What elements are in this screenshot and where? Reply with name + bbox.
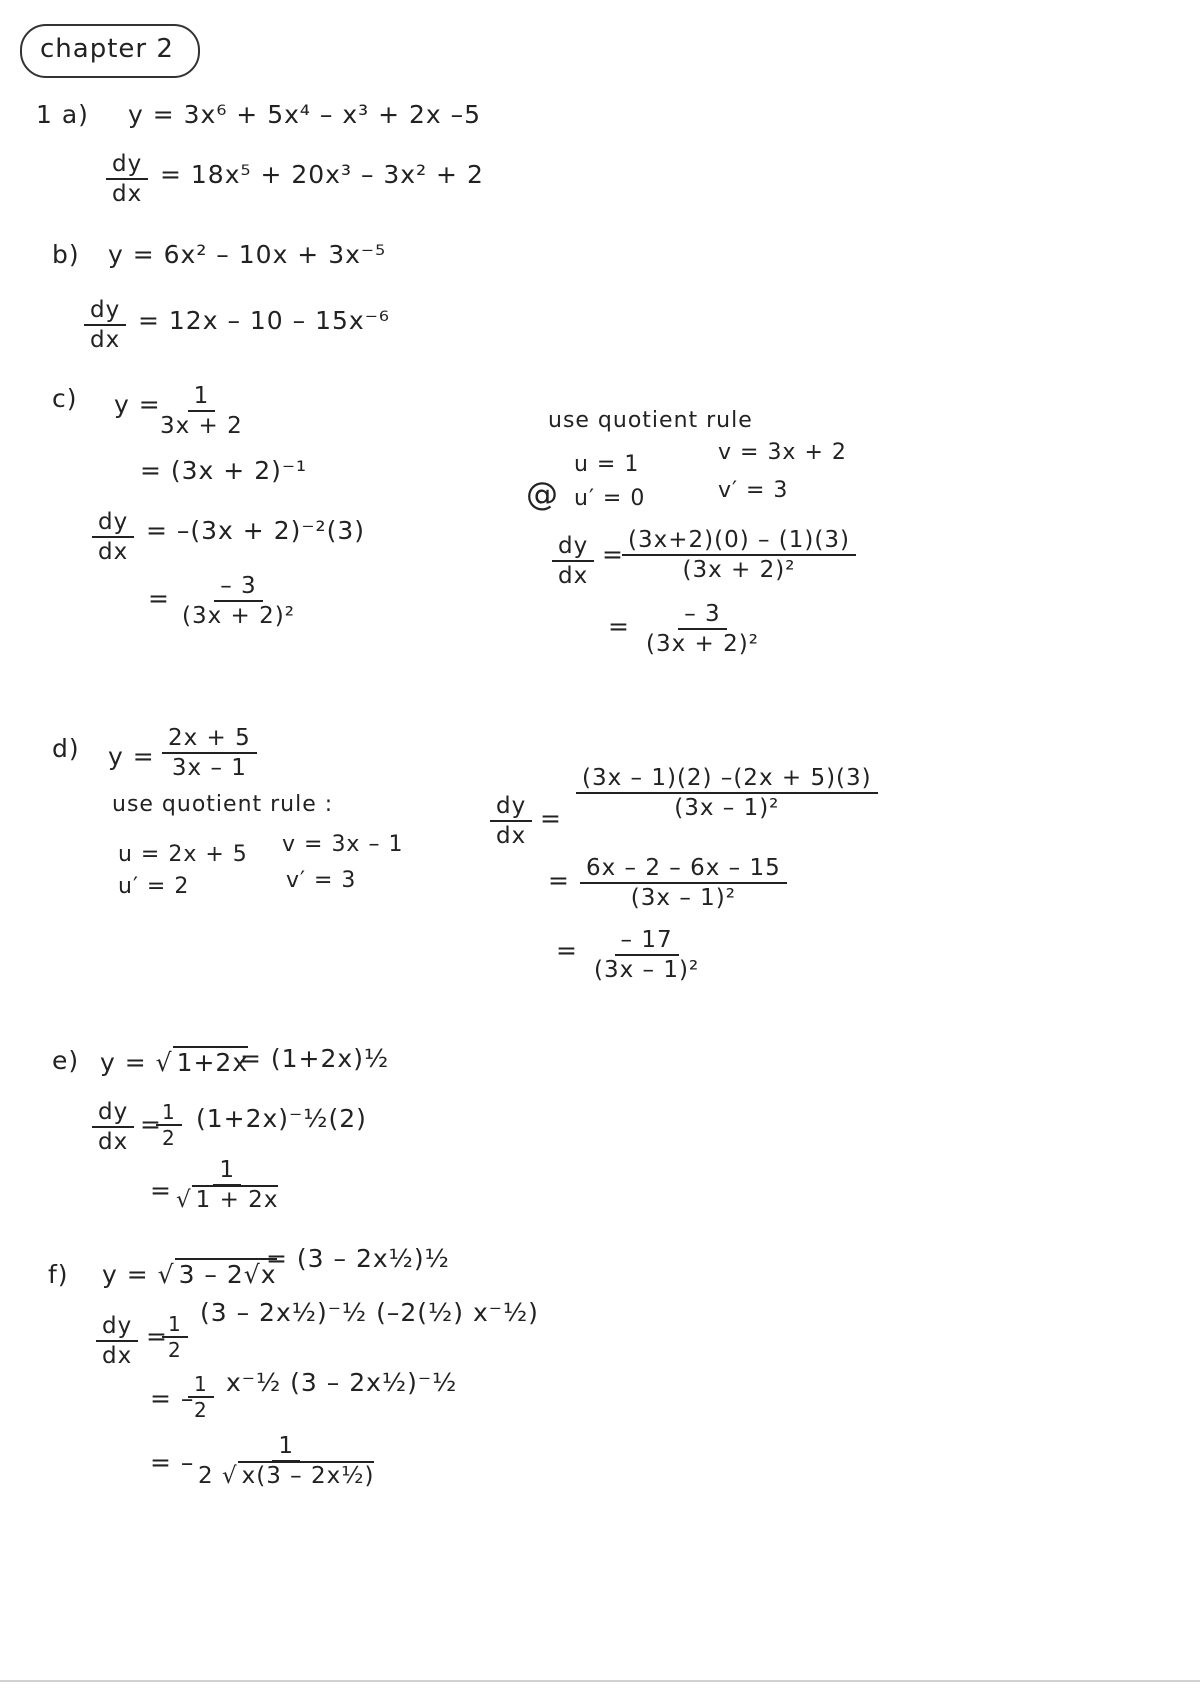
- problem-f-y-prefix: y = √: [102, 1260, 175, 1289]
- problem-c-alt-step-1-fraction: [622, 526, 856, 584]
- problem-d-u-prime: u′ = 2: [118, 874, 190, 899]
- problem-f-step-2: x⁻½ (3 – 2x½)⁻½: [226, 1368, 458, 1397]
- problem-f-half-fraction: [162, 1312, 188, 1362]
- numerator: 1: [188, 1372, 214, 1398]
- problem-d-v-prime: v′ = 3: [286, 868, 357, 893]
- dy-label: dy: [96, 1312, 138, 1342]
- problem-c-alt-step-1-prefix: =: [602, 540, 624, 569]
- problem-e-y-prefix: y = √: [100, 1048, 173, 1077]
- numerator: 6x – 2 – 6x – 15: [580, 854, 787, 884]
- numerator: – 17: [615, 926, 679, 956]
- denominator: 2: [162, 1126, 176, 1150]
- dx-label: dx: [102, 1343, 133, 1369]
- problem-c-alt-u: u = 1: [574, 452, 640, 477]
- problem-e-dydx: [92, 1098, 134, 1156]
- problem-c-dydx: [92, 508, 134, 566]
- problem-e-label: e): [52, 1046, 80, 1075]
- problem-b-dydx: [84, 296, 126, 354]
- numerator: 1: [162, 1312, 188, 1338]
- problem-e-power-form: = (1+2x)½: [240, 1044, 390, 1073]
- numerator: 1: [272, 1432, 300, 1462]
- dx-label: dx: [496, 823, 527, 849]
- problem-c-step-2: = –(3x + 2)⁻²(3): [146, 516, 365, 545]
- problem-c-label: c): [52, 384, 78, 413]
- problem-f-radicand: 3 – 2√x: [175, 1258, 277, 1289]
- problem-f-function: [102, 1260, 277, 1290]
- problem-e-step-1: (1+2x)⁻½(2): [196, 1104, 367, 1133]
- problem-a-dydx: [106, 150, 148, 208]
- denominator-prefix: 2 √: [198, 1463, 238, 1489]
- problem-f-step-1: (3 – 2x½)⁻½ (–2(½) x⁻½): [200, 1298, 539, 1327]
- numerator: – 3: [678, 600, 726, 630]
- problem-c-alt-note: use quotient rule: [548, 408, 753, 433]
- denominator: 2: [194, 1398, 208, 1422]
- problem-c-alt-v: v = 3x + 2: [718, 440, 847, 465]
- problem-f-step-2-prefix: = –: [150, 1384, 195, 1413]
- denominator-radicand: x(3 – 2x½): [238, 1461, 375, 1489]
- problem-d-function-fraction: [162, 724, 257, 782]
- problem-d-u: u = 2x + 5: [118, 842, 248, 867]
- dy-label: dy: [92, 1098, 134, 1128]
- denominator: (3x + 2)²: [182, 603, 295, 629]
- problem-d-label: d): [52, 734, 80, 763]
- numerator: 2x + 5: [162, 724, 257, 754]
- problem-c-alt-step-2-fraction: [640, 600, 765, 658]
- problem-e-step-2-prefix: =: [150, 1176, 172, 1205]
- dx-label: dx: [112, 181, 143, 207]
- denominator: [192, 1462, 380, 1490]
- numerator: (3x – 1)(2) –(2x + 5)(3): [576, 764, 878, 794]
- problem-e-radicand: 1+2x: [173, 1046, 249, 1077]
- denominator: √ 1 + 2x: [176, 1187, 279, 1213]
- problem-a-label: 1 a): [36, 100, 89, 129]
- dy-label: dy: [106, 150, 148, 180]
- problem-c-alt-dydx: [552, 532, 594, 590]
- problem-c-step-3-prefix: =: [148, 584, 170, 613]
- numerator: 1: [188, 382, 216, 412]
- dx-label: dx: [558, 563, 589, 589]
- problem-d-step-2-fraction: [580, 854, 787, 912]
- problem-c-alt-u-prime: u′ = 0: [574, 486, 646, 511]
- numerator: 1: [156, 1100, 182, 1126]
- page-bottom-edge: [0, 1680, 1200, 1682]
- numerator: 1: [213, 1156, 241, 1186]
- denominator: 3x – 1: [171, 755, 247, 781]
- problem-c-alt-v-prime: v′ = 3: [718, 478, 789, 503]
- denominator: (3x – 1)²: [594, 957, 700, 983]
- problem-d-step-1-fraction: [576, 764, 878, 822]
- problem-f-step-3-prefix: = –: [150, 1448, 195, 1477]
- problem-b-function: y = 6x² – 10x + 3x⁻⁵: [108, 240, 387, 269]
- problem-c-function-fraction: [154, 382, 249, 440]
- problem-e-half-fraction: [156, 1100, 182, 1150]
- problem-d-note: use quotient rule :: [112, 792, 334, 817]
- dy-label: dy: [92, 508, 134, 538]
- denominator: (3x – 1)²: [630, 885, 736, 911]
- problem-d-step-3-fraction: [588, 926, 705, 984]
- problem-d-step-3-prefix: =: [556, 936, 578, 965]
- problem-d-v: v = 3x – 1: [282, 832, 404, 857]
- problem-f-step-2-half-fraction: [188, 1372, 214, 1422]
- problem-c-step-1: = (3x + 2)⁻¹: [140, 456, 308, 485]
- numerator: – 3: [214, 572, 262, 602]
- dy-label: dy: [490, 792, 532, 822]
- dx-label: dx: [90, 327, 121, 353]
- problem-d-dydx: [490, 792, 532, 850]
- denominator: (3x + 2)²: [682, 557, 796, 583]
- problem-f-label: f): [48, 1260, 69, 1289]
- problem-f-power-form: = (3 – 2x½)½: [266, 1244, 450, 1273]
- problem-c-y-prefix: y =: [114, 390, 161, 419]
- problem-e-step-1-prefix: =: [140, 1110, 162, 1139]
- dy-label: dy: [552, 532, 594, 562]
- dx-label: dx: [98, 1129, 129, 1155]
- problem-e-step-2-fraction: [170, 1156, 284, 1214]
- problem-c-alt-step-2-prefix: =: [608, 612, 630, 641]
- problem-e-function: [100, 1048, 248, 1078]
- chapter-title: chapter 2: [40, 34, 174, 64]
- problem-a-function: y = 3x⁶ + 5x⁴ – x³ + 2x –5: [128, 100, 482, 129]
- dy-label: dy: [84, 296, 126, 326]
- problem-c-step-3-fraction: [176, 572, 301, 630]
- problem-d-y-prefix: y =: [108, 742, 155, 771]
- problem-a-derivative: = 18x⁵ + 20x³ – 3x² + 2: [160, 160, 484, 189]
- denominator-radicand: 1 + 2x: [192, 1185, 279, 1213]
- problem-f-dydx: [96, 1312, 138, 1370]
- problem-b-derivative: = 12x – 10 – 15x⁻⁶: [138, 306, 390, 335]
- problem-f-step-3-fraction: [192, 1432, 380, 1490]
- denominator: 2: [168, 1338, 182, 1362]
- problem-d-step-2-prefix: =: [548, 866, 570, 895]
- alternative-method-icon: @: [526, 475, 558, 513]
- problem-d-step-1-prefix: =: [540, 804, 562, 833]
- denominator: 3x + 2: [160, 413, 243, 439]
- denominator: (3x – 1)²: [674, 795, 780, 821]
- numerator: (3x+2)(0) – (1)(3): [622, 526, 856, 556]
- problem-b-label: b): [52, 240, 80, 269]
- problem-f-step-1-prefix: =: [146, 1322, 168, 1351]
- dx-label: dx: [98, 539, 129, 565]
- denominator: (3x + 2)²: [646, 631, 759, 657]
